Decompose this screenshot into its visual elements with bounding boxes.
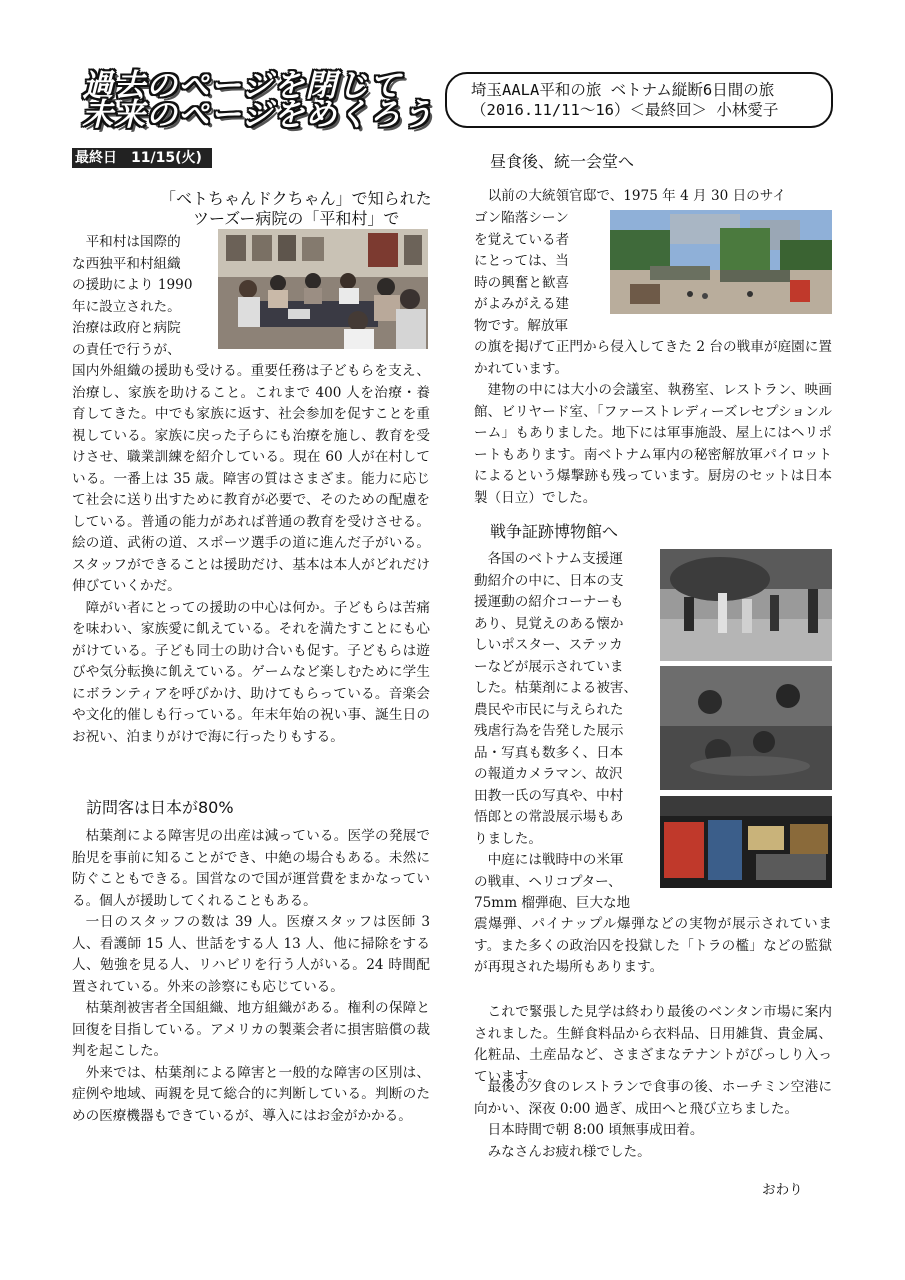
- left-body: [72, 361, 430, 748]
- paragraph: これで緊張した見学は終わり最後のベンタン市場に案内されました。生鮮食料品から衣料品、日用雑貨、貴金属、化粧品、土産品など、さまざまなテナントがびっしり入っています。: [474, 1004, 832, 1085]
- s2-line: しいポスター、ステッカ: [474, 637, 623, 653]
- title-line-2: 未来のページをめくろう: [82, 97, 434, 133]
- market-paragraph: [474, 1002, 832, 1088]
- museum-photo-napalm-girl: [660, 549, 832, 661]
- s2-line: 悟郎との常設展示場もあ: [474, 809, 624, 825]
- intro-line: の責任で行うが、: [72, 341, 181, 358]
- day-label: 最終日 11/15(火): [72, 148, 212, 168]
- s2-line: 品・写真も数多く、日本: [474, 744, 624, 761]
- left-heading-line-1: 「ベトちゃんドクちゃん」で知られた: [160, 189, 432, 208]
- museum-photo-display-case: [660, 796, 832, 888]
- left-heading-line-2: ツーズー病院の「平和村」で: [193, 209, 400, 228]
- s2-line: りました。: [474, 830, 542, 847]
- intro-line: 年に設立された。: [72, 298, 181, 315]
- paragraph: 国内外組織の援助も受ける。重要任務は子どもらを支え、治療し、家族を助けること。これまで 400 人を治療・養育してきた。中でも家族に返す、社会参加を促すことを重視している。家族に戻った子らにも治療を施し、教育を受けさせ、職業訓練を紹介している。現在 60 人が在村している。一番上は 35 歳。障害の質はさまざま。能力に応じて社会に送り出すために教育が必要で、そのための配慮をしている。普通の能力があれば普通の教育を受けさせる。絵の道、武術の道、スポーツ選手の道に進んだ子がいる。スタッフができることは援助だけ、基本は本人がどれだけ伸びていくかだ。: [72, 363, 430, 594]
- left-subheading: 訪問客は日本が80%: [86, 798, 234, 817]
- s2-line: 農民や市民に与えられた: [474, 701, 624, 718]
- s1-line: を覚えている者: [474, 231, 570, 248]
- title-line-1: 過去のページを閉じて: [82, 68, 402, 104]
- paragraph: 震爆弾、パイナップル爆弾などの実物が展示されています。また多くの政治囚を投獄した「トラの檻」などの監獄が再現された場所もあります。: [474, 916, 832, 975]
- s2-line: 援運動の紹介コーナーも: [474, 594, 624, 610]
- s1-line: にとっては、当: [474, 253, 569, 269]
- s2-line: あり、見覚えのある懐か: [474, 615, 624, 632]
- left-intro: [72, 232, 214, 361]
- paragraph: の旗を掲げて正門から侵入してきた 2 台の戦車が庭園に置かれています。: [474, 339, 832, 377]
- section-title-reunification-hall: 昼食後、統一会堂へ: [490, 152, 635, 171]
- intro-line: の援助により 1990: [72, 277, 193, 293]
- s2-line: した。枯葉剤による被害、: [474, 680, 638, 696]
- page-title: [82, 70, 442, 132]
- museum-photo-river: [660, 666, 832, 790]
- peace-village-photo: [218, 229, 428, 349]
- intro-line: 平和村は国際的: [85, 234, 181, 250]
- s2-line: 動紹介の中に、日本の支: [474, 572, 624, 589]
- s2-line: の報道カメラマン、故沢: [474, 766, 623, 782]
- series-line-1: 埼玉AALA平和の旅 ベトナム縦断6日間の旅: [471, 81, 775, 99]
- paragraph: 建物の中には大小の会議室、執務室、レストラン、映画館、ビリヤード室、「ファーストレディーズレセプションルーム」もありました。地下には軍事施設、屋上にはヘリポートもあります。南ベトナム軍内の秘密解放軍パイロットによるという爆撃跡も残っています。厨房のセットは日本製（日立）でした。: [474, 382, 832, 506]
- paragraph: 最後の夕食のレストランで食事の後、ホーチミン空港に向かい、深夜 0:00 過ぎ、成田へと飛び立ちました。: [474, 1079, 832, 1117]
- s1-line: ゴン陥落シーン: [474, 210, 569, 226]
- s1-line: がよみがえる建: [474, 296, 570, 312]
- s2-line: 75mm 榴弾砲、巨大な地: [474, 895, 631, 911]
- section-title-war-remnants-museum: 戦争証跡博物館へ: [490, 522, 619, 541]
- reunification-palace-photo: [610, 210, 832, 314]
- series-box: [445, 72, 833, 128]
- series-line-2: （2016.11/11〜16）＜最終回＞ 小林愛子: [471, 101, 779, 119]
- paragraph: 枯葉剤被害者全国組織、地方組織がある。権利の保障と回復を目指している。アメリカの製薬会者に損害賠償の裁判を起こした。: [72, 1000, 430, 1059]
- s2-body: [474, 914, 832, 979]
- intro-line: 治療は政府と病院: [72, 320, 181, 336]
- s1-line: 時の興奮と歓喜: [474, 274, 570, 291]
- paragraph: 以前の大統領官邸で、1975 年 4 月 30 日のサイ: [487, 188, 787, 204]
- s2-line: の戦車、ヘリコプター、: [474, 873, 622, 890]
- s1-line: 物です。解放軍: [474, 317, 569, 334]
- closing-word: おわり: [762, 1182, 803, 1198]
- s2-narrow: [474, 549, 658, 915]
- s2-line: 残虐行為を告発した展示: [474, 723, 624, 739]
- left-body-2: [72, 826, 430, 1127]
- s2-line: 中庭には戦時中の米軍: [487, 852, 624, 868]
- paragraph: 日本時間で朝 8:00 頃無事成田着。: [487, 1122, 704, 1138]
- paragraph: 障がい者にとっての援助の中心は何か。子どもらは苦痛を味わい、家族愛に飢えている。それを満たすことにも心がけている。子ども同士の助け合いも促す。子どもらは遊びや気分転換に飢えている。ゲームなど楽しむために学生にボランティアを呼びかけ、助けてもらっている。音楽会や文化的催しも行っている。年末年始の祝い事、誕生日のお祝い、泊まりがけで海に行ったりもする。: [72, 599, 430, 745]
- s2-line: 田教一氏の写真や、中村: [474, 787, 624, 804]
- paragraph: 一日のスタッフの数は 39 人。医療スタッフは医師 3 人、看護師 15 人、世話をする人 13 人、他に掃除をする人、勉強を見る人、リハビリを行う人がいる。24 時間配置されている。外来の診察にも応じている。: [72, 914, 430, 995]
- paragraph: 外来では、枯葉剤による障害と一般的な障害の区別は、症例や地域、両親を見て総合的に判断している。判断のための医療機器もできているが、導入にはお金がかかる。: [72, 1064, 430, 1124]
- s2-line: 各国のベトナム支援運: [487, 551, 623, 567]
- s2-line: ーなどが展示されていま: [474, 658, 624, 675]
- s1-narrow: [474, 208, 606, 337]
- s1-body: [474, 337, 832, 509]
- s1-first-line: [474, 186, 832, 208]
- ending-paragraphs: [474, 1077, 832, 1163]
- paragraph: みなさんお疲れ様でした。: [487, 1143, 651, 1160]
- intro-line: な西独平和村組織: [72, 255, 181, 272]
- paragraph: 枯葉剤による障害児の出産は減っている。医学の発展で胎児を事前に知ることができ、中絶の場合もある。未然に防ぐこともできる。国営なので国が運営費をまかなっている。個人が援助してくれることもある。: [72, 828, 430, 909]
